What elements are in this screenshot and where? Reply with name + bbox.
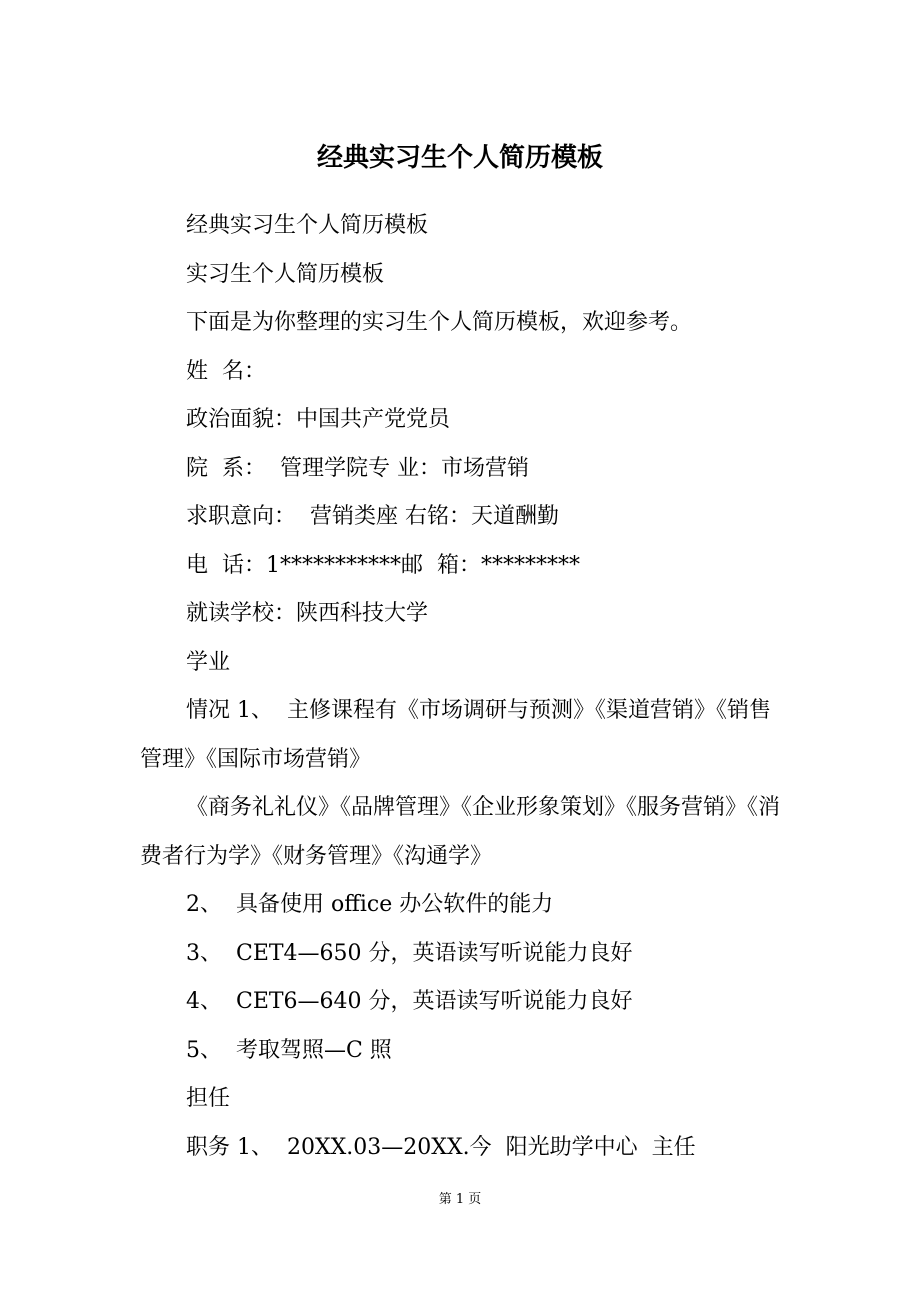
paragraph-heading-repeat: 经典实习生个人简历模板 [186, 213, 429, 238]
academic-item-office: 2、 具备使用 office 办公软件的能力 [186, 892, 554, 917]
academic-item-courses: 情况 1、 主修课程有《市场调研与预测》《渠道营销》《销售管理》《国际市场营销》 [140, 698, 771, 772]
field-department-major: 院 系： 管理学院专 业：市场营销 [186, 455, 529, 481]
document-body [140, 202, 780, 1172]
field-job-intention-motto: 求职意向： 营销类座 右铭：天道酬勤 [186, 504, 559, 529]
page-number: 第 1 页 [438, 1192, 482, 1207]
field-phone-email: 电 话：1***********邮 箱：********* [186, 552, 580, 578]
field-school: 就读学校：陕西科技大学 [186, 601, 429, 626]
academic-item-cet6: 4、 CET6—640 分，英语读写听说能力良好 [186, 989, 633, 1014]
section-academic: 学业 [186, 649, 231, 675]
academic-item-cet4: 3、 CET4—650 分，英语读写听说能力良好 [186, 940, 633, 966]
document-title: 经典实习生个人简历模板 [316, 143, 603, 173]
field-political-status: 政治面貌：中国共产党党员 [186, 407, 451, 432]
position-item-1: 职务 1、 20XX.03—20XX.今 阳光助学中心 主任 [186, 1134, 696, 1160]
academic-item-courses-continued: 《商务礼礼仪》《品牌管理》《企业形象策划》《服务营销》《消费者行为学》《财务管理》《沟通学》 [140, 795, 781, 869]
paragraph-intro: 下面是为你整理的实习生个人简历模板，欢迎参考。 [186, 310, 693, 335]
academic-item-license: 5、 考取驾照—C 照 [186, 1037, 392, 1063]
paragraph-subheading: 实习生个人简历模板 [186, 261, 385, 287]
section-positions: 担任 [186, 1086, 231, 1111]
field-name: 姓 名： [186, 358, 266, 384]
